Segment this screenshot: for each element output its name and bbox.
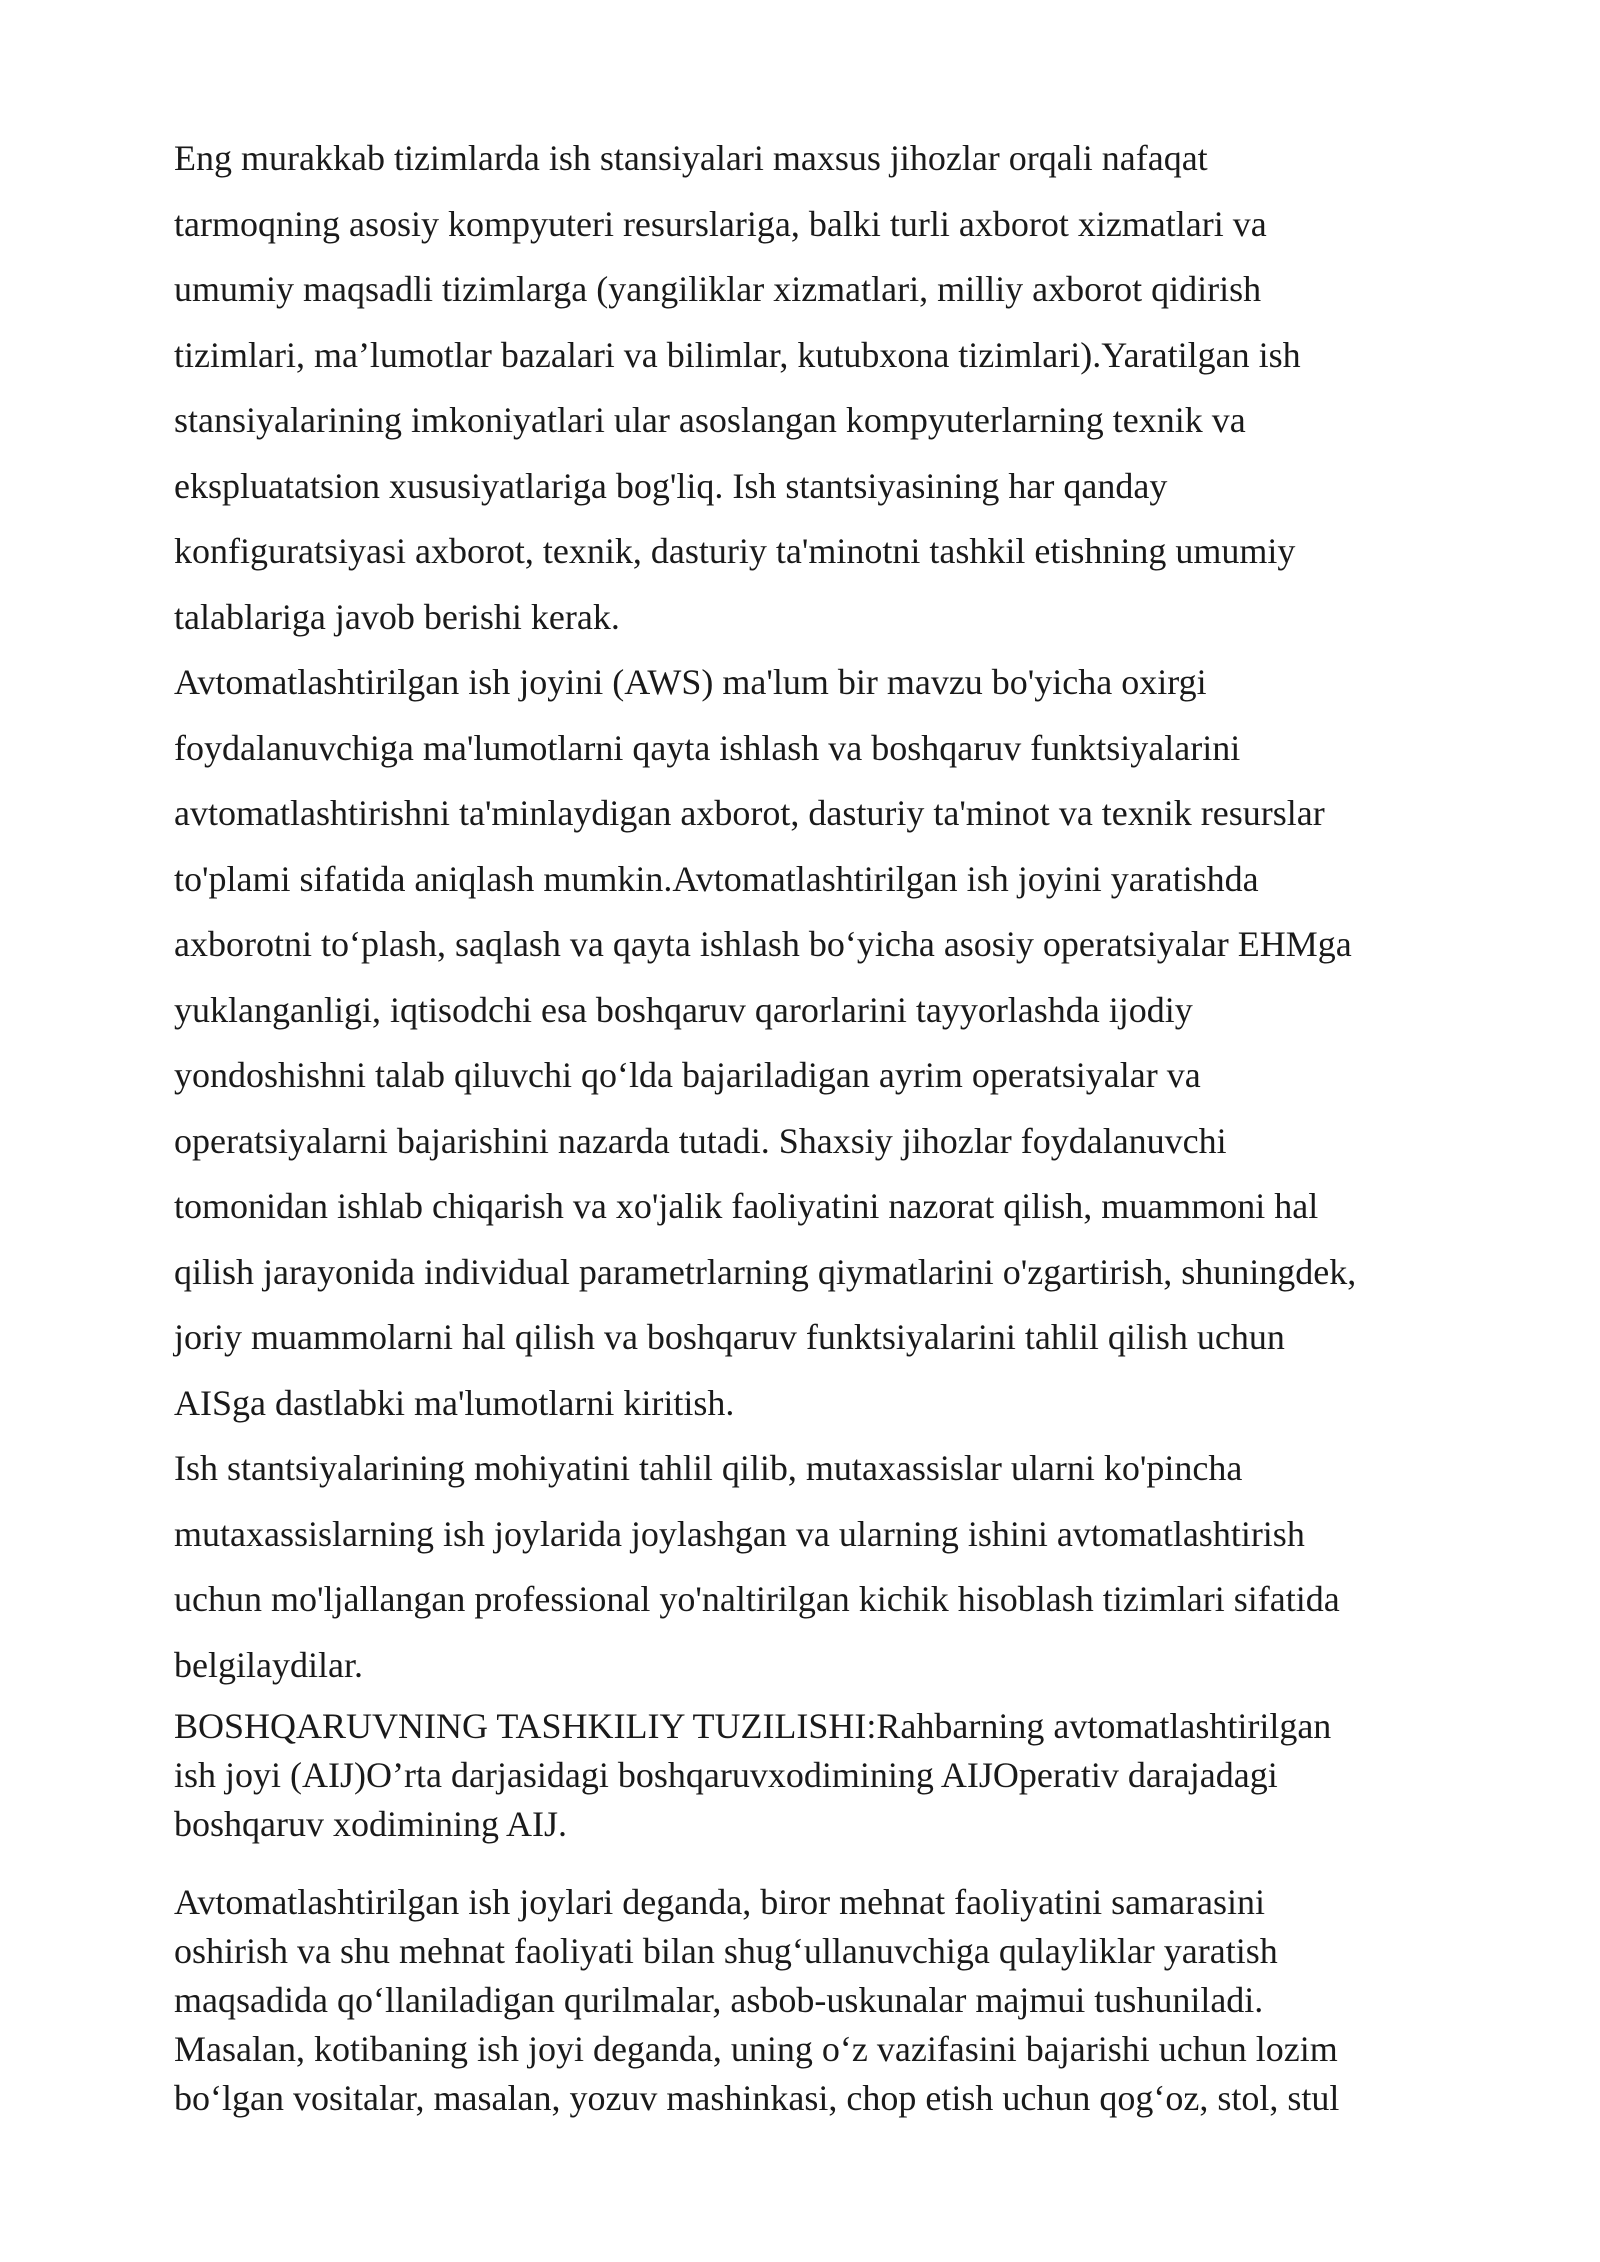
text-line: mutaxassislarning ish joylarida joylashgan va ularning ishini avtomatlashtirish <box>174 1513 1305 1554</box>
text-line: boshqaruv xodimining AIJ. <box>174 1804 567 1844</box>
workplace-definition-paragraph <box>174 1878 1436 2123</box>
text-line: Avtomatlashtirilgan ish joyini (AWS) ma'lum bir mavzu bo'yicha oxirgi <box>174 662 1207 702</box>
text-line: stansiyalarining imkoniyatlari ular asoslangan kompyuterlarning texnik va <box>174 400 1246 440</box>
text-line: joriy muammolarni hal qilish va boshqaruv funktsiyalarini tahlil qilish uchun <box>174 1317 1285 1357</box>
text-line: uchun mo'ljallangan professional yo'naltirilgan kichik hisoblash tizimlari sifatida <box>174 1579 1340 1619</box>
text-line: yondoshishni talab qiluvchi qo‘lda bajariladigan ayrim operatsiyalar va <box>174 1055 1201 1095</box>
text-line: umumiy maqsadli tizimlarga (yangiliklar xizmatlari, milliy axborot qidirish <box>174 269 1262 309</box>
text-line: Ish stantsiyalarining mohiyatini tahlil qilib, mutaxassislar ularni ko'pincha <box>174 1448 1243 1488</box>
text-line: bo‘lgan vositalar, masalan, yozuv mashinkasi, chop etish uchun qog‘oz, stol, stul <box>174 2078 1340 2118</box>
text-line: tarmoqning asosiy kompyuteri resurslariga, balki turli axborot xizmatlari va <box>174 203 1267 244</box>
text-line: operatsiyalarni bajarishini nazarda tutadi. Shaxsiy jihozlar foydalanuvchi <box>174 1120 1227 1161</box>
text-line: axborotni to‘plash, saqlash va qayta ishlash bo‘yicha asosiy operatsiyalar EHMga <box>174 924 1352 964</box>
text-line: tizimlari, ma’lumotlar bazalari va bilimlar, kutubxona tizimlari).Yaratilgan ish <box>174 334 1301 375</box>
text-line: foydalanuvchiga ma'lumotlarni qayta ishlash va boshqaruv funktsiyalarini <box>174 727 1241 768</box>
text-line: BOSHQARUVNING TASHKILIY TUZILISHI:Rahbarning avtomatlashtirilgan <box>174 1706 1332 1746</box>
text-line: to'plami sifatida aniqlash mumkin.Avtomatlashtirilgan ish joyini yaratishda <box>174 858 1259 899</box>
text-line: Avtomatlashtirilgan ish joylari deganda, biror mehnat faoliyatini samarasini <box>174 1882 1266 1922</box>
text-line: AISga dastlabki ma'lumotlarni kiritish. <box>174 1382 735 1423</box>
text-line: oshirish va shu mehnat faoliyati bilan shug‘ullanuvchiga qulayliklar yaratish <box>174 1931 1278 1971</box>
text-line: avtomatlashtirishni ta'minlaydigan axborot, dasturiy ta'minot va texnik resurslar <box>174 793 1325 833</box>
text-line: ish joyi (AIJ)O’rta darjasidagi boshqaruvxodimining AIJOperativ darajadagi <box>174 1755 1278 1795</box>
text-line: konfiguratsiyasi axborot, texnik, dasturiy ta'minotni tashkil etishning umumiy <box>174 531 1296 571</box>
text-line: Masalan, kotibaning ish joyi deganda, uning o‘z vazifasini bajarishi uchun lozim <box>174 2029 1338 2069</box>
text-line: maqsadida qo‘llaniladigan qurilmalar, asbob-uskunalar majmui tushuniladi. <box>174 1980 1264 2020</box>
text-line: qilish jarayonida individual parametrlarning qiymatlarini o'zgartirish, shuningdek, <box>174 1251 1357 1292</box>
text-line: ekspluatatsion xususiyatlariga bog'liq. Ish stantsiyasining har qanday <box>174 465 1168 506</box>
text-line: tomonidan ishlab chiqarish va xo'jalik faoliyatini nazorat qilish, muammoni hal <box>174 1186 1319 1226</box>
org-structure-paragraph <box>174 1702 1436 1849</box>
body-text-double-spaced <box>174 126 1436 1698</box>
text-line: talablariga javob berishi kerak. <box>174 596 620 637</box>
text-line: Eng murakkab tizimlarda ish stansiyalari maxsus jihozlar orqali nafaqat <box>174 138 1208 178</box>
text-line: belgilaydilar. <box>174 1644 363 1685</box>
text-line: yuklanganligi, iqtisodchi esa boshqaruv qarorlarini tayyorlashda ijodiy <box>174 989 1193 1030</box>
